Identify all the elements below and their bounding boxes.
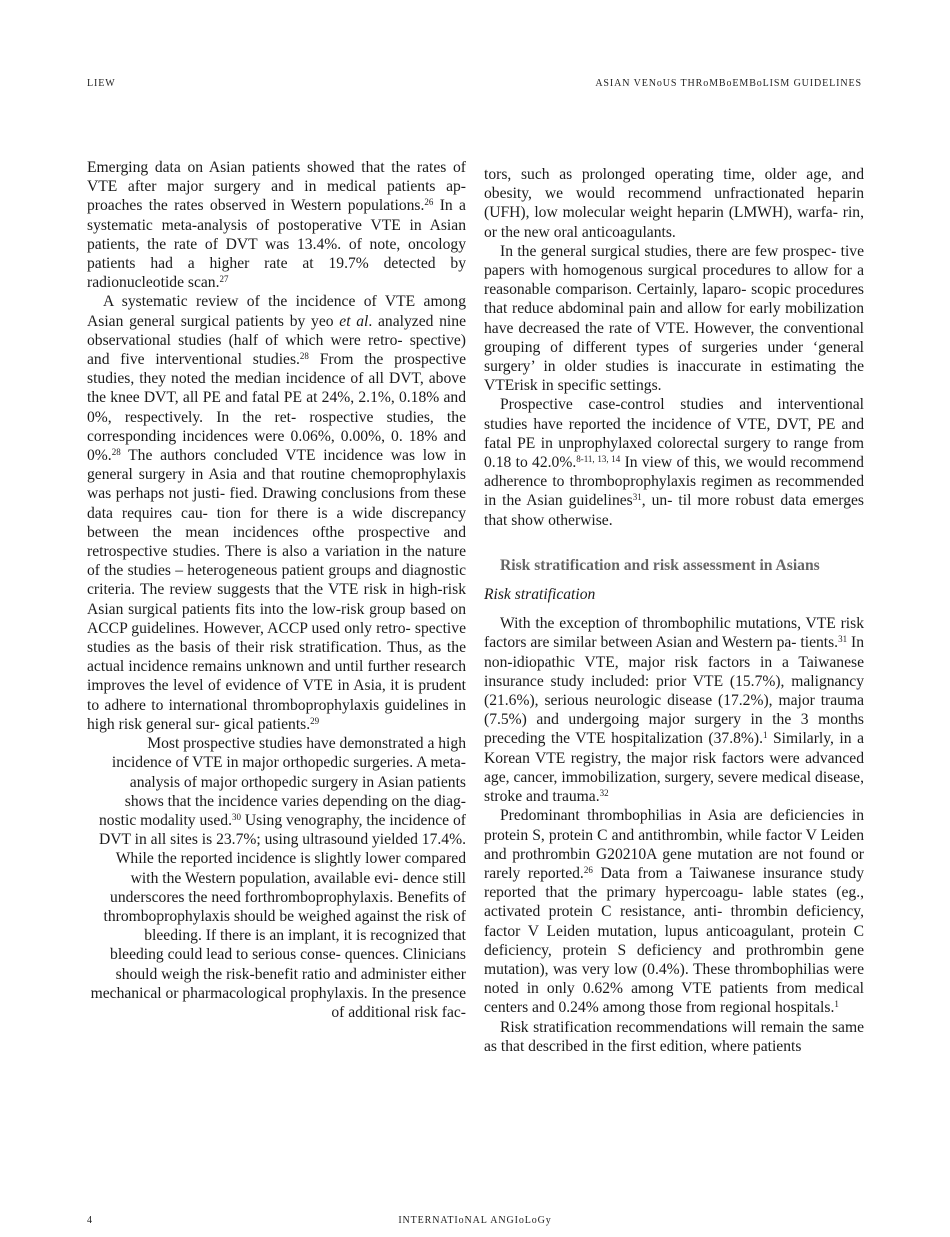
page-number: 4 <box>87 1215 93 1226</box>
paragraph: With the exception of thrombophilic mutations, VTE risk factors are similar between Asian and Western pa- tients.$^{31}$ In non-idiopathic VTE, major risk factors in a Taiwanese insurance study included: prior VTE (15.7%), malignancy (21.6%), serious neurologic disease (17.2%), major trauma (7.5%) and undergoing major surgery in the 3 months preceding the VTE hospitalization (37.8%).$^1$ Similarly, in a Korean VTE registry, the major risk factors were advanced age, cancer, immobilization, surgery, severe medical disease, stroke and trauma.$^{32}$ <box>484 615 864 806</box>
paragraph: Risk stratification recommendations will remain the same as that described in the first edition, where patients <box>484 1018 864 1055</box>
paragraph: Most prospective studies have demonstrated a high incidence of VTE in major orthopedic surgeries. A meta- analysis of major orthopedic surgery in Asian patients shows that the incidence varies depending on the diag- nostic modality used.$^{30}$ Using venography, the incidence of DVT in all sites is 23.7%; using ultrasound yielded 17.4%. While the reported incidence is slightly lower compared with the Western population, available evi- dence still underscores the need forthromboprophylaxis. Benefits of thromboprophylaxis should be weighed against the risk of bleeding. If there is an implant, it is recognized that bleeding could lead to serious conse- quences. Clinicians should weigh the risk-benefit ratio and administer either mechanical or pharmacological prophylaxis. In the presence of additional risk fac- <box>90 735 466 1021</box>
citation: 32 <box>599 788 609 799</box>
citation: 26 <box>424 197 434 208</box>
citation: 29 <box>310 715 320 726</box>
journal-name: INTERNATIoNAL ANGIoLoGy <box>398 1215 552 1226</box>
paragraph: Predominant thrombophilias in Asia are deficiencies in protein S, protein C and antithrombin, while factor V Leiden and prothrombin G20210A gene mutation are not found or rarely reported.$^{26}$ Data from a Taiwanese insurance study reported that the primary hypercoagu- lable states (eg., activated protein C resistance, anti- thrombin deficiency, factor V Leiden mutation, lupus anticoagulant, protein C deficiency, protein S deficiency and prothrombin gene mutation), was very low (0.4%). These thrombophilias were noted in only 0.62% among VTE patients from medical centers and 0.24% among those from regional hospitals.$^1$ <box>484 807 864 1017</box>
right-column <box>484 165 864 1056</box>
citation: 30 <box>231 811 241 822</box>
paragraph: In the general surgical studies, there are few prospec- tive papers with homogenous surgical procedures to allow for a reasonable comparison. Certainly, laparo- scopic procedures that reduce abdominal pain and allow for early mobilization have decreased the rate of VTE. However, the conventional grouping of different types of surgeries under ‘general surgery’ in older studies is inaccurate in estimating the VTErisk in specific settings. <box>484 242 864 395</box>
section-heading: Risk stratification and risk assessment in Asians <box>500 556 820 574</box>
paragraph: tors, such as prolonged operating time, older age, and obesity, we would recommend unfractionated heparin (UFH), low molecular weight heparin (LMWH), warfa- rin, or the new oral anticoagulants. <box>484 166 864 241</box>
subsection-heading: Risk stratification <box>484 586 596 604</box>
citation: 28 <box>111 447 121 458</box>
citation: 26 <box>583 864 593 875</box>
citation: 27 <box>219 274 229 285</box>
citation: 31 <box>632 492 642 503</box>
citation: 28 <box>299 351 309 362</box>
citation: 8-11, 13, 14 <box>576 454 621 465</box>
running-header-title: ASIAN VENoUS THRoMBoEMBoLISM GUIDELINES <box>595 78 862 89</box>
citation: 31 <box>838 634 848 645</box>
citation: 1 <box>762 730 768 741</box>
paragraph: Prospective case-control studies and interventional studies have reported the incidence of VTE, DVT, PE and fatal PE in unprophylaxed colorectal surgery to range from 0.18 to 42.0%.$^{8-11, 13, 14}$ In view of this, we would recommend adherence to thromboprophylaxis regimen as recommended in the Asian guidelines$^{31}$, un- til more robust data emerges that show otherwise. <box>484 396 864 529</box>
paragraph: Emerging data on Asian patients showed that the rates of VTE after major surgery and in medical patients ap- proaches the rates observed in Western populations.$^{26}$ In a systematic meta-analysis of postoperative VTE in Asian patients, the rate of DVT was 13.4%. of note, oncology patients had a higher rate at 19.7% detected by radionucleotide scan.$^{27}$ <box>87 159 466 292</box>
running-header-author: LIEW <box>87 78 116 89</box>
citation: 1 <box>834 999 839 1010</box>
paragraph: A systematic review of the incidence of VTE among Asian general surgical patients by yeo et al. analyzed nine observational studies (half of which were retro- spective) and five interventional studies.$^{28}$ From the prospective studies, they noted the median incidence of all DVT, above the knee DVT, all PE and fatal PE at 24%, 2.1%, 0.18% and 0%, respectively. In the ret- rospective studies, the corresponding incidences were 0.06%, 0.00%, 0. 18% and 0%.$^{28}$ The authors concluded VTE incidence was low in general surgery in Asia and that routine chemoprophylaxis was perhaps not justi- fied. Drawing conclusions from these data requires cau- tion for there is a wide discrepancy between the mean incidences ofthe prospective and retrospective studies. There is also a variation in the nature of the studies – heterogeneous patient groups and diagnostic criteria. The review suggests that the VTE risk in high-risk Asian surgical patients fits into the low-risk group based on ACCP guidelines. However, ACCP used only retro- spective studies as the basis of their risk stratification. Thus, as the actual incidence remains unknown and until further research improves the level of evidence of VTE in Asia, it is prudent to adhere to international thromboprophylaxis guidelines in high risk general sur- gical patients.$^{29}$ <box>87 293 466 733</box>
left-column <box>87 158 466 1022</box>
